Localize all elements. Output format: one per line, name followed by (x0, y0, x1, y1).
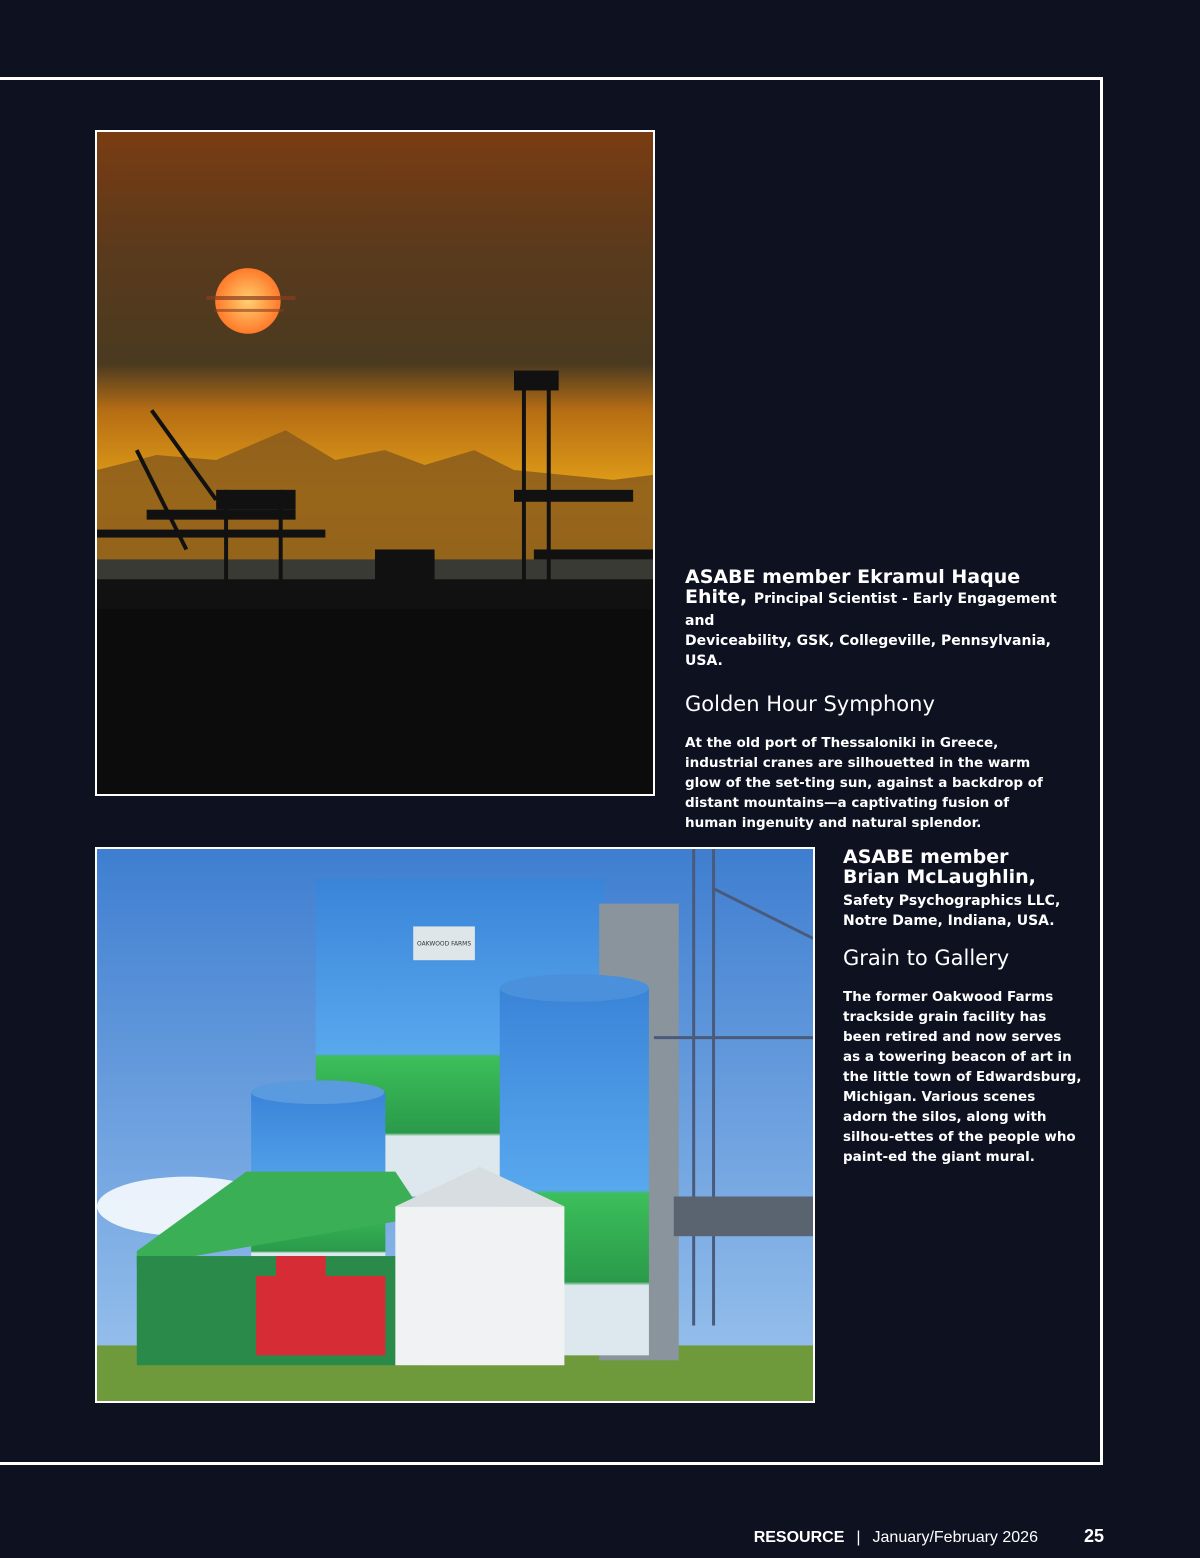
entry-ehite (685, 567, 1065, 833)
svg-text:OAKWOOD FARMS: OAKWOOD FARMS (416, 940, 472, 948)
photo-title: Grain to Gallery (843, 946, 1010, 970)
page-footer (754, 1526, 1104, 1547)
issue-date: January/February 2026 (872, 1529, 1038, 1546)
page-number: 25 (1083, 1526, 1104, 1546)
photographer-credit: ASABE member Brian McLaughlin, (843, 846, 1036, 888)
footer-separator: | (856, 1529, 861, 1546)
photo-title: Golden Hour Symphony (685, 692, 935, 716)
sunset-port-photo (95, 130, 655, 796)
photographer-affiliation: Safety Psychographics LLC, Notre Dame, Indiana, USA. (843, 893, 1061, 929)
photo-description: The former Oakwood Farms trackside grain facility has been retired and now serves as a towering beacon of art in the little town of Edwardsburg, Michigan. Various scenes adorn the silos, along with silhou-ettes of the people who paint-ed the giant mural. (843, 989, 1082, 1165)
grain-silo-mural-photo (95, 847, 815, 1403)
entry-mclaughlin (843, 847, 1083, 1167)
photographer-affiliation: Deviceability, GSK, Collegeville, Pennsylvania, USA. (685, 633, 1052, 669)
photographer-credit: ASABE member Ekramul Haque Ehite, Principal Scientist - Early Engagement and (685, 566, 1057, 629)
magazine-name: RESOURCE (753, 1529, 845, 1546)
photo-description: At the old port of Thessaloniki in Greece, industrial cranes are silhouetted in the warm glow of the set-ting sun, against a backdrop of distant mountains—a captivating fusion of human ingenuity and natural splendor. (685, 735, 1043, 831)
